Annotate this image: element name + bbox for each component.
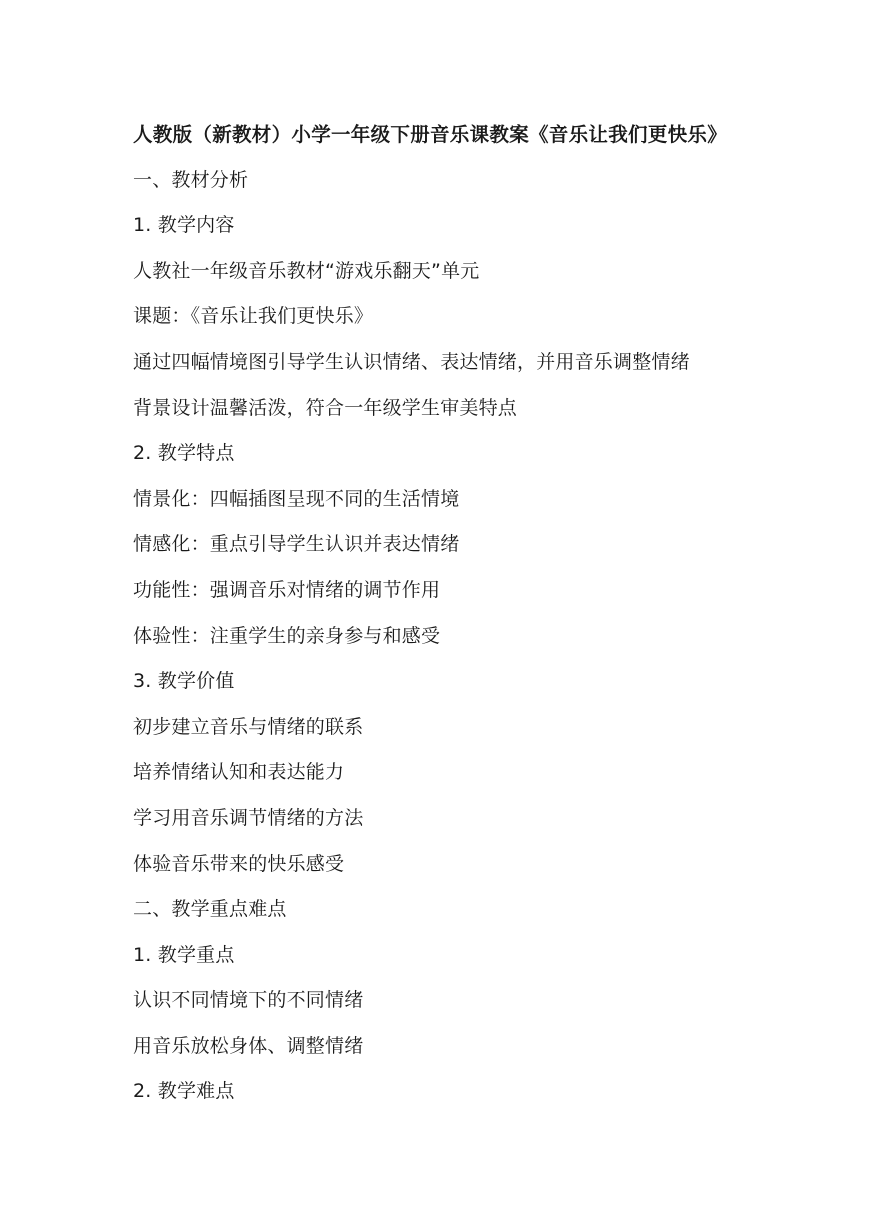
paragraph-line: 认识不同情境下的不同情绪	[133, 989, 364, 1012]
paragraph-line: 初步建立音乐与情绪的联系	[133, 715, 364, 738]
paragraph-line: 体验性：注重学生的亲身参与和感受	[133, 624, 441, 647]
paragraph-line: 课题：《音乐让我们更快乐》	[133, 305, 374, 328]
document-title: 人教版（新教材）小学一年级下册音乐课教案《音乐让我们更快乐》	[133, 123, 728, 146]
subheading-teaching-value: 3. 教学价值	[133, 670, 235, 693]
document-body	[133, 112, 833, 1115]
paragraph-line: 学习用音乐调节情绪的方法	[133, 806, 364, 829]
subheading-teaching-features: 2. 教学特点	[133, 442, 235, 465]
section-heading-key-points: 二、教学重点难点	[133, 898, 287, 921]
subheading-teaching-difficulty: 2. 教学难点	[133, 1080, 235, 1103]
paragraph-line: 通过四幅情境图引导学生认识情绪、表达情绪，并用音乐调整情绪	[133, 350, 690, 373]
paragraph-line: 功能性：强调音乐对情绪的调节作用	[133, 578, 441, 601]
paragraph-line: 人教社一年级音乐教材“游戏乐翻天”单元	[133, 259, 480, 282]
section-heading-material-analysis: 一、教材分析	[133, 168, 249, 191]
paragraph-line: 培养情绪认知和表达能力	[133, 761, 345, 784]
subheading-teaching-focus: 1. 教学重点	[133, 943, 235, 966]
paragraph-line: 体验音乐带来的快乐感受	[133, 852, 345, 875]
paragraph-line: 情景化：四幅插图呈现不同的生活情境	[133, 487, 460, 510]
paragraph-line: 情感化：重点引导学生认识并表达情绪	[133, 533, 460, 556]
paragraph-line: 用音乐放松身体、调整情绪	[133, 1034, 364, 1057]
subheading-teaching-content: 1. 教学内容	[133, 214, 235, 237]
paragraph-line: 背景设计温馨活泼，符合一年级学生审美特点	[133, 396, 518, 419]
